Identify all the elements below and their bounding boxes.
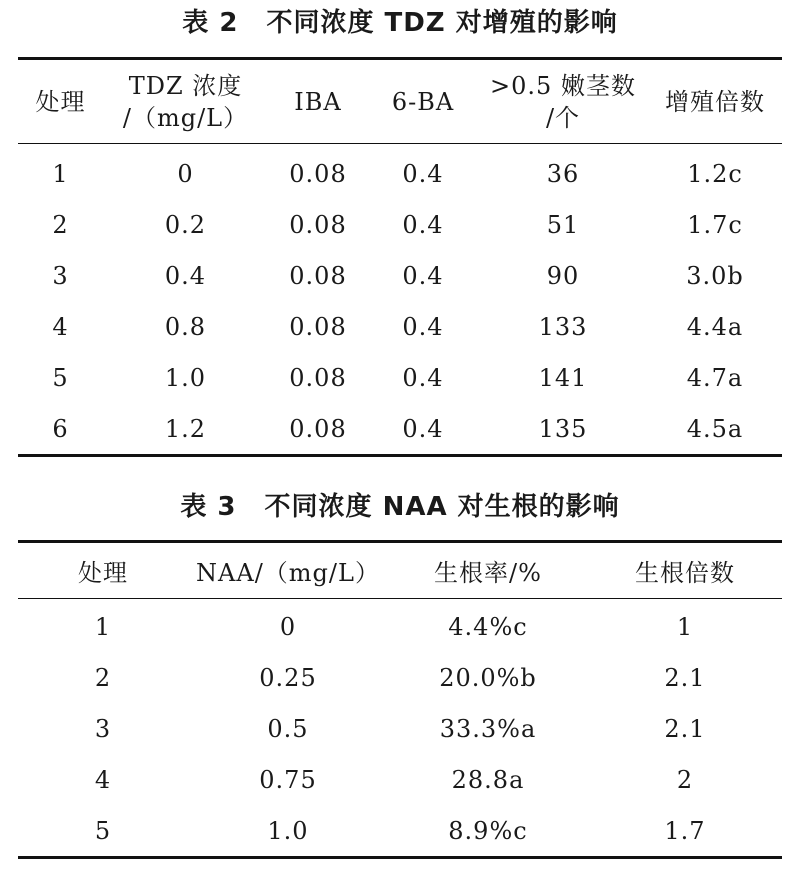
cell-rooting-multiple: 1.7 — [664, 816, 706, 845]
cell-naa: 0.5 — [267, 714, 309, 743]
table-3-header-rooting-multiple: 生根倍数 — [635, 559, 735, 587]
cell-shoot-count: 135 — [538, 414, 588, 443]
cell-6ba: 0.4 — [402, 210, 444, 239]
cell-shoot-count: 51 — [546, 210, 580, 239]
cell-naa: 0 — [279, 612, 297, 641]
cell-treatment: 1 — [52, 159, 69, 188]
table-row — [18, 652, 782, 703]
cell-6ba: 0.4 — [402, 312, 444, 341]
cell-multiplication: 4.4a — [686, 312, 744, 341]
table-2-number: 表 2 — [182, 8, 239, 38]
table-3-title: 不同浓度 NAA 对生根的影响 — [264, 492, 620, 522]
cell-tdz: 0.2 — [164, 210, 207, 239]
table-2-header-iba: IBA — [294, 87, 342, 116]
table-2-title: 不同浓度 TDZ 对增殖的影响 — [266, 8, 618, 38]
table-row — [18, 301, 782, 352]
cell-tdz: 0.4 — [164, 261, 207, 290]
cell-rooting-multiple: 2.1 — [664, 714, 706, 743]
cell-iba: 0.08 — [289, 414, 347, 443]
cell-6ba: 0.4 — [402, 261, 444, 290]
cell-rooting-rate: 8.9%c — [448, 816, 528, 845]
cell-treatment: 4 — [52, 312, 69, 341]
cell-treatment: 6 — [52, 414, 69, 443]
cell-treatment: 5 — [52, 363, 69, 392]
table-3-caption — [0, 490, 800, 524]
table-row — [18, 403, 782, 456]
cell-iba: 0.08 — [289, 210, 347, 239]
table-3 — [18, 540, 782, 859]
cell-rooting-rate: 28.8a — [451, 765, 525, 794]
cell-multiplication: 4.7a — [686, 363, 744, 392]
table-3-header-rooting-rate: 生根率/% — [434, 559, 542, 587]
table-2-header-multiplication: 增殖倍数 — [665, 87, 765, 116]
cell-multiplication: 1.7c — [687, 210, 743, 239]
cell-shoot-count: 90 — [546, 261, 580, 290]
cell-treatment: 3 — [52, 261, 69, 290]
cell-multiplication: 4.5a — [686, 414, 744, 443]
cell-treatment: 4 — [94, 765, 112, 794]
cell-6ba: 0.4 — [402, 363, 444, 392]
cell-treatment: 1 — [94, 612, 112, 641]
cell-multiplication: 1.2c — [687, 159, 743, 188]
table-2-header-treatment: 处理 — [35, 87, 86, 116]
cell-naa: 0.75 — [259, 765, 317, 794]
cell-treatment: 2 — [52, 210, 69, 239]
table-2-header-6ba: 6-BA — [391, 87, 455, 116]
cell-rooting-multiple: 2 — [676, 765, 694, 794]
table-2-header-shoots: >0.5 嫩茎数 /个 — [490, 71, 636, 132]
cell-treatment: 3 — [94, 714, 112, 743]
cell-iba: 0.08 — [289, 159, 347, 188]
table-row — [18, 352, 782, 403]
cell-shoot-count: 36 — [546, 159, 580, 188]
table-3-number: 表 3 — [180, 492, 237, 522]
table-2-body — [18, 144, 782, 456]
cell-iba: 0.08 — [289, 312, 347, 341]
cell-tdz: 1.0 — [164, 363, 207, 392]
cell-rooting-multiple: 2.1 — [664, 663, 706, 692]
cell-rooting-rate: 20.0%b — [439, 663, 537, 692]
table-2-caption — [0, 6, 800, 40]
table-3-body — [18, 599, 782, 858]
table-row — [18, 599, 782, 653]
table-3-header-treatment: 处理 — [78, 559, 128, 587]
table-3-header-naa: NAA/（mg/L） — [196, 559, 380, 587]
table-2 — [18, 57, 782, 457]
cell-rooting-rate: 33.3%a — [439, 714, 537, 743]
cell-treatment: 5 — [94, 816, 112, 845]
table-row — [18, 703, 782, 754]
cell-iba: 0.08 — [289, 363, 347, 392]
table-row — [18, 250, 782, 301]
table-row — [18, 754, 782, 805]
cell-shoot-count: 133 — [538, 312, 588, 341]
table-row — [18, 199, 782, 250]
table-3-header-row — [18, 542, 782, 599]
cell-treatment: 2 — [94, 663, 112, 692]
cell-naa: 1.0 — [267, 816, 309, 845]
cell-naa: 0.25 — [259, 663, 317, 692]
cell-6ba: 0.4 — [402, 159, 444, 188]
table-row — [18, 144, 782, 200]
cell-multiplication: 3.0b — [686, 261, 744, 290]
table-2-header-row — [18, 59, 782, 144]
cell-6ba: 0.4 — [402, 414, 444, 443]
cell-tdz: 1.2 — [164, 414, 207, 443]
cell-rooting-rate: 4.4%c — [448, 612, 528, 641]
cell-tdz: 0 — [177, 159, 194, 188]
cell-shoot-count: 141 — [538, 363, 588, 392]
table-2-header-tdz: TDZ 浓度 /（mg/L） — [122, 71, 249, 132]
cell-tdz: 0.8 — [164, 312, 207, 341]
cell-rooting-multiple: 1 — [676, 612, 694, 641]
cell-iba: 0.08 — [289, 261, 347, 290]
table-row — [18, 805, 782, 858]
